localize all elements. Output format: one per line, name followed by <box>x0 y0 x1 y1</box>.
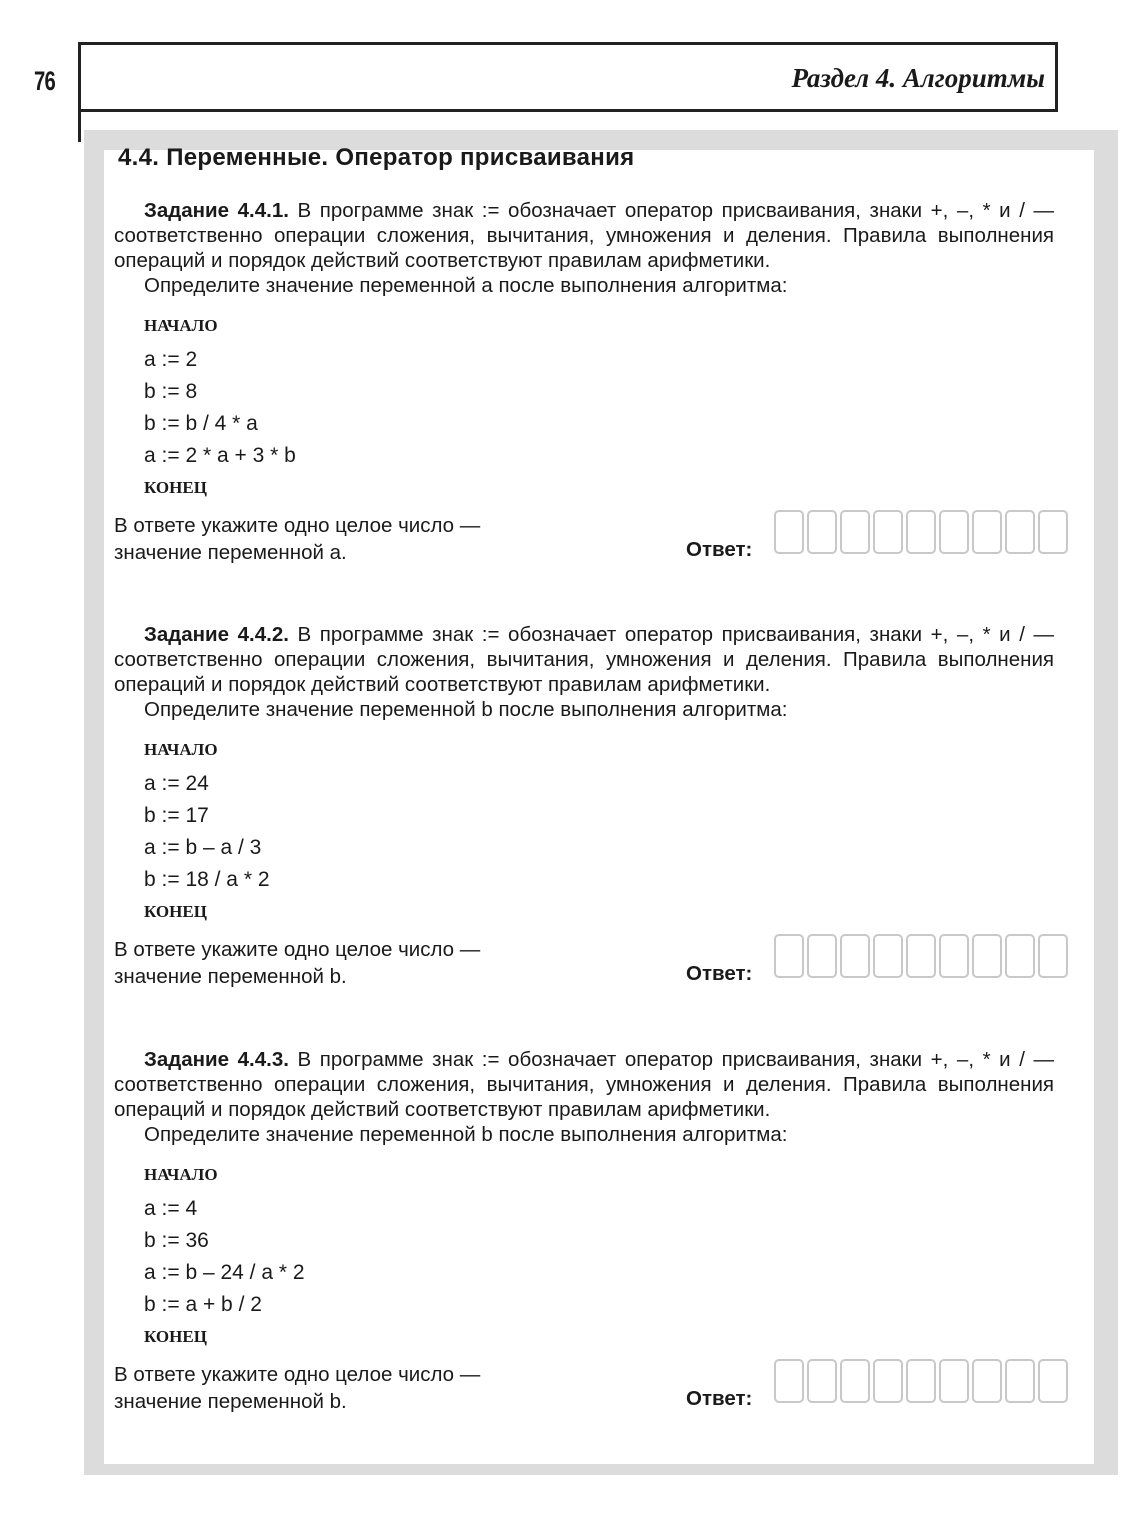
code-line: a := b – 24 / a * 2 <box>144 1261 305 1284</box>
task-label: Задание 4.4.1. <box>144 199 289 222</box>
answer-cell[interactable] <box>840 934 870 978</box>
code-line: b := 36 <box>144 1229 209 1252</box>
algorithm-begin: НАЧАЛО <box>144 316 218 335</box>
code-line: a := 24 <box>144 772 209 795</box>
task-label: Задание 4.4.2. <box>144 623 289 646</box>
answer-cell[interactable] <box>972 510 1002 554</box>
answer-row <box>114 512 1054 572</box>
answer-cell[interactable] <box>840 1359 870 1403</box>
code-line: b := a + b / 2 <box>144 1293 262 1316</box>
answer-cell[interactable] <box>939 510 969 554</box>
answer-instruction-line: значение переменной b. <box>114 1390 347 1413</box>
page-number: 76 <box>34 66 56 96</box>
task-statement <box>114 1047 1054 1122</box>
answer-label: Ответ: <box>686 538 753 561</box>
algorithm-end: КОНЕЦ <box>144 1327 207 1346</box>
answer-row <box>114 936 1054 996</box>
answer-cell[interactable] <box>906 510 936 554</box>
algorithm-end: КОНЕЦ <box>144 478 207 497</box>
answer-instruction-line: В ответе укажите одно целое число — <box>114 938 481 961</box>
task-2 <box>114 622 1054 996</box>
answer-cell[interactable] <box>1038 1359 1068 1403</box>
answer-cell[interactable] <box>1005 934 1035 978</box>
answer-cell[interactable] <box>807 510 837 554</box>
code-line: a := 2 <box>144 348 198 371</box>
answer-cell[interactable] <box>906 1359 936 1403</box>
answer-cell[interactable] <box>1038 934 1068 978</box>
algorithm-end: КОНЕЦ <box>144 902 207 921</box>
answer-cell[interactable] <box>873 934 903 978</box>
answer-input[interactable] <box>774 934 1068 978</box>
answer-cell[interactable] <box>873 1359 903 1403</box>
header <box>78 42 1058 112</box>
answer-cell[interactable] <box>972 1359 1002 1403</box>
algorithm-begin: НАЧАЛО <box>144 740 218 759</box>
code-line: a := b – a / 3 <box>144 836 262 859</box>
code-line: a := 4 <box>144 1197 198 1220</box>
task-3 <box>114 1047 1054 1421</box>
answer-cell[interactable] <box>774 934 804 978</box>
code-line: b := 8 <box>144 380 198 403</box>
subsection-title: 4.4. Переменные. Оператор присваивания <box>118 144 635 171</box>
task-prompt: Определите значение переменной a после выполнения алгоритма: <box>144 274 788 297</box>
answer-input[interactable] <box>774 1359 1068 1403</box>
section-title: Раздел 4. Алгоритмы <box>791 63 1045 93</box>
content-area <box>104 144 1094 1464</box>
task-text: В программе знак := обозначает оператор присваивания, знаки +, –, * и / — соответственно операции сложения, вычитания, умножения и деления. Правила выполнения операций и порядок действий соответствуют правилам арифметики. <box>114 623 1054 696</box>
answer-cell[interactable] <box>906 934 936 978</box>
answer-instruction <box>114 512 480 566</box>
answer-cell[interactable] <box>1038 510 1068 554</box>
header-rule <box>78 42 81 142</box>
answer-label: Ответ: <box>686 962 753 985</box>
answer-cell[interactable] <box>939 934 969 978</box>
answer-instruction-line: В ответе укажите одно целое число — <box>114 514 481 537</box>
answer-input[interactable] <box>774 510 1068 554</box>
algorithm <box>144 310 1054 506</box>
answer-row <box>114 1361 1054 1421</box>
answer-cell[interactable] <box>807 934 837 978</box>
answer-cell[interactable] <box>1005 1359 1035 1403</box>
answer-cell[interactable] <box>807 1359 837 1403</box>
task-text: В программе знак := обозначает оператор присваивания, знаки +, –, * и / — соответственно операции сложения, вычитания, умножения и деления. Правила выполнения операций и порядок действий соответствуют правилам арифметики. <box>114 1048 1054 1121</box>
code-line: b := 18 / a * 2 <box>144 868 270 891</box>
answer-label: Ответ: <box>686 1387 753 1410</box>
answer-cell[interactable] <box>972 934 1002 978</box>
answer-cell[interactable] <box>774 510 804 554</box>
task-text: В программе знак := обозначает оператор присваивания, знаки +, –, * и / — соответственно операции сложения, вычитания, умножения и деления. Правила выполнения операций и порядок действий соответствуют правилам арифметики. <box>114 199 1054 272</box>
answer-instruction-line: значение переменной b. <box>114 965 347 988</box>
code-line: b := b / 4 * a <box>144 412 258 435</box>
answer-instruction-line: значение переменной a. <box>114 541 347 564</box>
answer-cell[interactable] <box>1005 510 1035 554</box>
answer-cell[interactable] <box>939 1359 969 1403</box>
answer-instruction-line: В ответе укажите одно целое число — <box>114 1363 481 1386</box>
code-line: b := 17 <box>144 804 209 827</box>
algorithm <box>144 734 1054 930</box>
task-statement <box>114 198 1054 273</box>
task-label: Задание 4.4.3. <box>144 1048 289 1071</box>
algorithm <box>144 1159 1054 1355</box>
task-statement <box>114 622 1054 697</box>
answer-cell[interactable] <box>840 510 870 554</box>
algorithm-begin: НАЧАЛО <box>144 1165 218 1184</box>
answer-instruction <box>114 1361 480 1415</box>
task-prompt: Определите значение переменной b после выполнения алгоритма: <box>144 1123 788 1146</box>
task-prompt: Определите значение переменной b после выполнения алгоритма: <box>144 698 788 721</box>
answer-cell[interactable] <box>873 510 903 554</box>
code-line: a := 2 * a + 3 * b <box>144 444 296 467</box>
answer-instruction <box>114 936 480 990</box>
task-1 <box>114 198 1054 572</box>
answer-cell[interactable] <box>774 1359 804 1403</box>
